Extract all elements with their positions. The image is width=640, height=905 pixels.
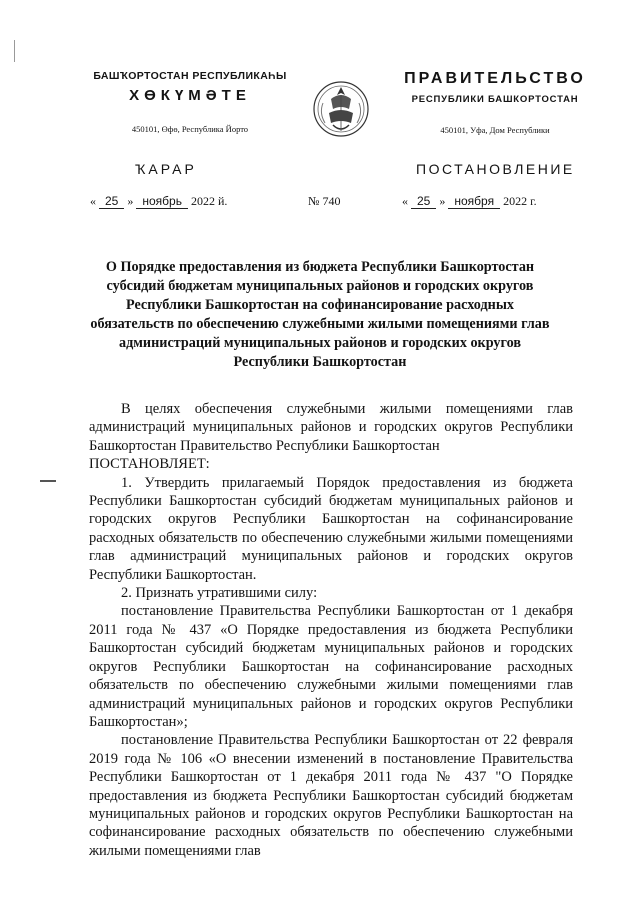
left-republic-name: БАШҠОРТОСТАН РЕСПУБЛИКАҺЫ [93, 70, 287, 82]
date-day: 25 [99, 194, 124, 209]
decree-label-russian: ПОСТАНОВЛЕНИЕ [416, 161, 575, 177]
margin-mark [40, 480, 56, 482]
date-quote-close: » [439, 194, 446, 208]
paragraph: постановление Правительства Республики Башкортостан от 22 февраля 2019 года № 106 «О внесении изменений в постановление Правительства Республики Башкортостан от 1 декабря 2011 года № 437 "О Порядке предоставления из бюджета Республики Башкортостан субсидий бюджетам муниципальных районов и городских округов Республики Башкортостан на софинансирование расходных обязательств по обеспечению служебными жилыми помещениями глав [89, 732, 573, 859]
date-quote-open: « [402, 194, 408, 208]
paragraph: 2. Признать утратившими силу: [121, 585, 318, 602]
left-address: 450101, Өфө, Республика Йорто [131, 124, 249, 134]
right-address: 450101, Уфа, Дом Республики [440, 125, 550, 135]
date-quote-close: » [127, 194, 134, 208]
document-body [89, 400, 573, 860]
left-government-name: ХӨКҮМӘТЕ [129, 87, 251, 104]
paragraph: постановление Правительства Республики Башкортостан от 1 декабря 2011 года № 437 «О Порядке предоставления из бюджета Республики Башкортостан субсидий бюджетам муниципальных районов и городских округов Республики Башкортостан на софинансирование расходных обязательств по обеспечению служебными жилыми помещениями глав администраций муниципальных районов и городских округов Республики Башкортостан»; [89, 603, 573, 730]
document-title: О Порядке предоставления из бюджета Республики Башкортостан субсидий бюджетам муниципальных районов и городских округов Республики Башкортостан на софинансирование расходных обязательств по обеспечению служебными жилыми помещениями глав администраций муниципальных районов и городских округов Республики Башкортостан [90, 259, 550, 370]
date-year: 2022 г. [503, 194, 537, 208]
paragraph [89, 400, 573, 455]
date-russian [402, 194, 537, 209]
right-republic-name: РЕСПУБЛИКИ БАШКОРТОСТАН [411, 94, 579, 105]
date-month: ноябрь [136, 194, 188, 209]
date-quote-open: « [90, 194, 96, 208]
decree-number: № 740 [308, 194, 341, 208]
paragraph: ПОСТАНОВЛЯЕТ: [89, 456, 210, 473]
paragraph-text: В целях обеспечения служебными жилыми помещениями глав администраций муниципальных районов и городских округов Республики Башкортостан Правительство Республики Башкортостан [89, 401, 573, 454]
date-year: 2022 й. [190, 194, 228, 208]
date-bashkir [90, 194, 227, 209]
bashkortostan-emblem-icon [311, 73, 371, 145]
date-month: ноября [448, 194, 500, 209]
right-government-name: ПРАВИТЕЛЬСТВО [404, 70, 586, 87]
date-day: 25 [411, 194, 436, 209]
header-right [395, 70, 595, 135]
scan-artifact [14, 40, 15, 62]
decree-label-bashkir: ҠАРАР [135, 161, 197, 177]
header-left [85, 70, 295, 134]
paragraph: 1. Утвердить прилагаемый Порядок предоставления из бюджета Республики Башкортостан субсидий бюджетам муниципальных районов и городских округов Республики Башкортостан на софинансирование расходных обязательств по обеспечению служебными жилыми помещениями глав администраций муниципальных районов и городских округов Республики Башкортостан. [89, 474, 573, 583]
